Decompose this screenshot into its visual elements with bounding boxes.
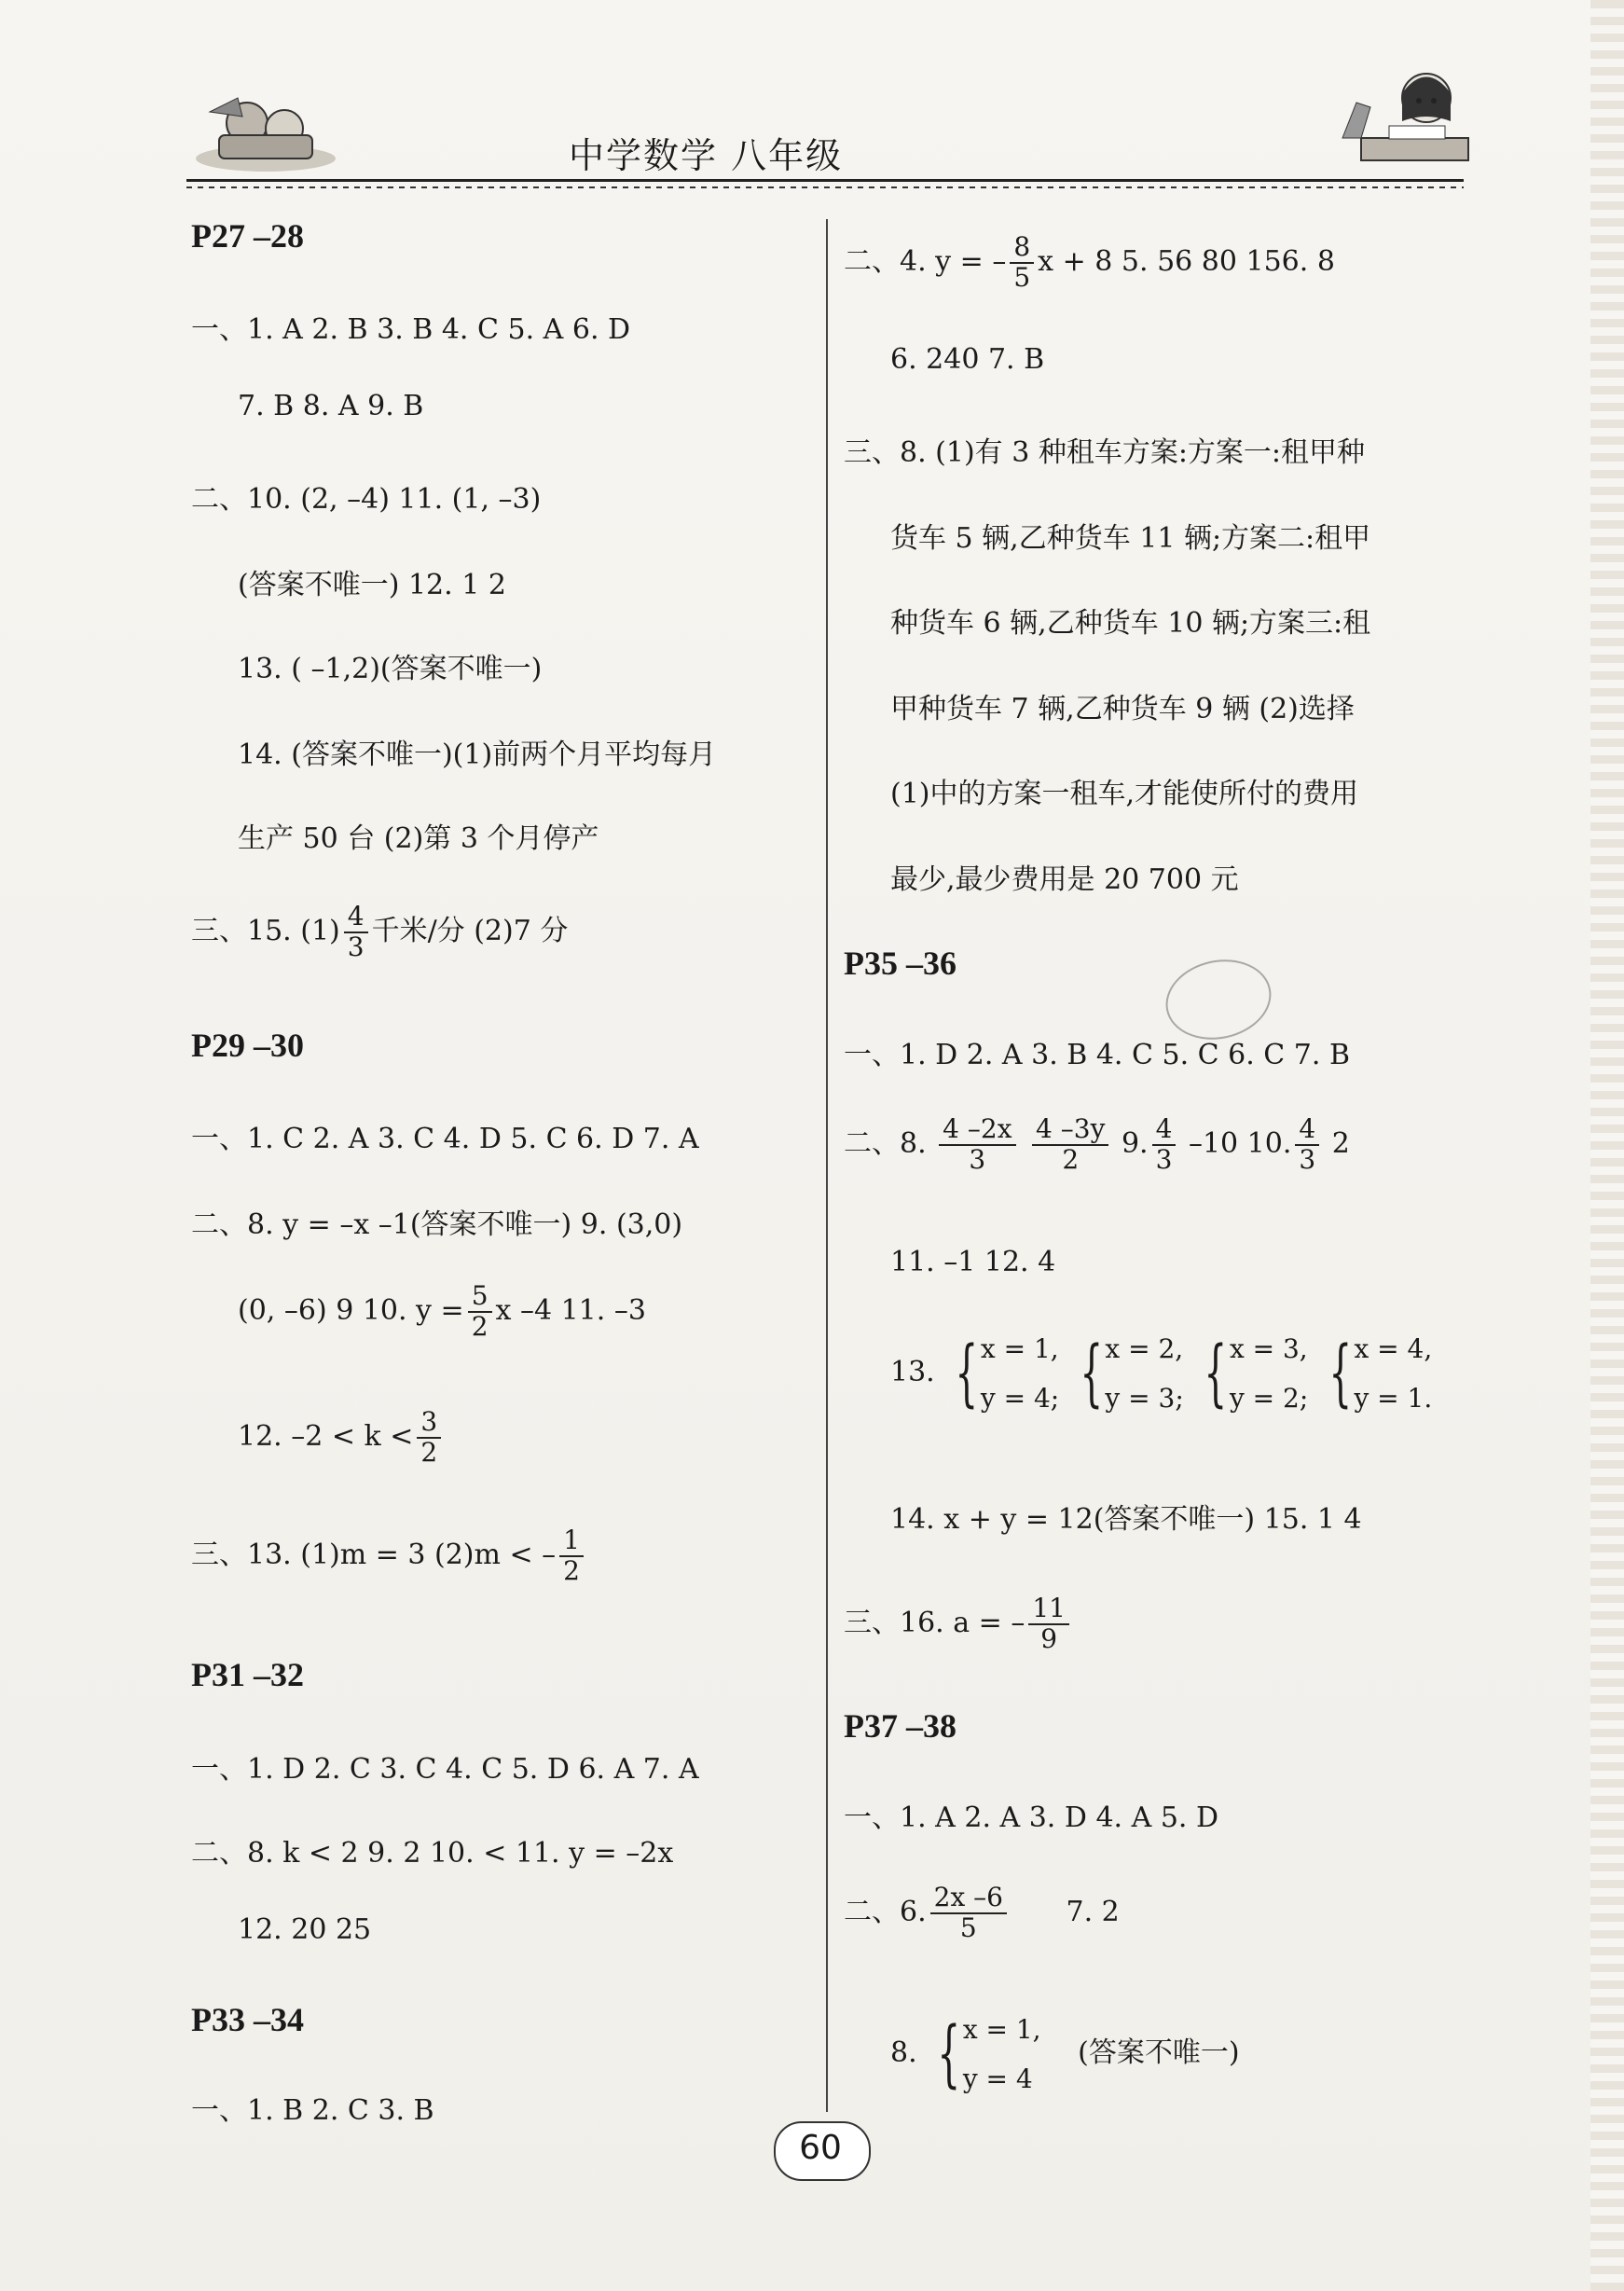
answer-line: 一、1. A 2. A 3. D 4. A 5. D [844, 1801, 1219, 1834]
answer-text: x + 8 5. 56 80 156. 8 [1038, 244, 1335, 278]
answer-text: (答案不唯一) [1078, 2036, 1240, 2070]
answer-line: 一、1. A 2. B 3. B 4. C 5. A 6. D [191, 313, 631, 346]
fraction [930, 1884, 1007, 1943]
fraction [939, 1115, 1015, 1175]
answer-text: x –4 11. –3 [495, 1293, 646, 1327]
equation-system [963, 2005, 1041, 2104]
answer-line: 11. –1 12. 4 [890, 1246, 1056, 1278]
equation-system [981, 1324, 1059, 1423]
fraction-numerator: 4 [1152, 1115, 1177, 1146]
fraction [417, 1408, 441, 1468]
fraction [1028, 1594, 1069, 1654]
torn-page-edge [1590, 0, 1624, 2291]
fraction-numerator: 1 [559, 1526, 584, 1557]
fraction-numerator: 4 [344, 903, 368, 933]
answer-line: 14. (答案不唯一)(1)前两个月平均每月 [238, 738, 717, 771]
fraction-numerator: 3 [417, 1408, 441, 1439]
answer-line: (1)中的方案一租车,才能使所付的费用 [890, 778, 1359, 810]
brace: { [955, 1332, 979, 1416]
fraction [468, 1282, 492, 1342]
page-number-badge [774, 2121, 867, 2177]
answer-text: 二、6. [844, 1895, 927, 1928]
answer-text: 二、8. [844, 1126, 927, 1160]
answer-line-with-fraction [844, 233, 1335, 293]
equation: y = 4; [980, 1383, 1060, 1415]
answer-text: 二、4. y = – [844, 244, 1007, 278]
equation: x = 1, [962, 2014, 1041, 2045]
answer-line: 最少,最少费用是 20 700 元 [890, 863, 1239, 896]
brace: { [1080, 1332, 1104, 1416]
fraction-denominator: 2 [563, 1554, 580, 1586]
answer-line: (答案不唯一) 12. 1 2 [238, 569, 506, 601]
answer-line: 甲种货车 7 辆,乙种货车 9 辆 (2)选择 [890, 693, 1355, 725]
answer-line: 一、1. D 2. C 3. C 4. C 5. D 6. A 7. A [191, 1753, 699, 1786]
fraction [1010, 233, 1034, 293]
fraction-denominator: 2 [420, 1436, 438, 1468]
equation-system [1354, 1324, 1432, 1423]
fraction-numerator: 8 [1010, 233, 1034, 264]
answer-line-with-fractions [844, 1115, 1350, 1175]
answer-text: 三、15. (1) [191, 914, 340, 947]
section-heading-p35-36: P35 –36 [844, 945, 957, 982]
answer-text: 千米/分 (2)7 分 [371, 914, 569, 947]
fraction-numerator: 4 –2x [939, 1115, 1015, 1146]
fraction-denominator: 2 [471, 1310, 489, 1342]
answer-line: 一、1. D 2. A 3. B 4. C 5. C 6. C 7. B [844, 1039, 1351, 1071]
answer-line: 14. x + y = 12(答案不唯一) 15. 1 4 [890, 1503, 1362, 1536]
equation: x = 3, [1229, 1333, 1308, 1364]
fraction-numerator: 5 [468, 1282, 492, 1313]
answer-line: 三、8. (1)有 3 种租车方案:方案一:租甲种 [844, 436, 1366, 469]
page-header [186, 112, 1464, 186]
brace: { [1328, 1332, 1353, 1416]
equation: y = 3; [1105, 1383, 1184, 1415]
fraction-denominator: 5 [1013, 261, 1031, 293]
fraction-denominator: 3 [1299, 1143, 1316, 1175]
fraction-denominator: 2 [1062, 1143, 1080, 1175]
equation: x = 2, [1105, 1333, 1184, 1364]
answer-line: 生产 50 台 (2)第 3 个月停产 [238, 822, 599, 855]
equation-system [1230, 1324, 1308, 1423]
fraction-denominator: 3 [347, 931, 365, 962]
answer-line-with-fraction [844, 1594, 1073, 1654]
header-dashed-rule [186, 186, 1464, 188]
equation: x = 1, [980, 1333, 1059, 1364]
fraction [559, 1526, 584, 1586]
fraction-numerator: 2x –6 [930, 1884, 1007, 1914]
answer-line: 二、10. (2, –4) 11. (1, –3) [191, 483, 542, 516]
answer-line-with-systems [890, 1324, 1432, 1423]
brace: { [1204, 1332, 1228, 1416]
fraction-denominator: 9 [1040, 1622, 1058, 1654]
answer-text: 12. –2 < k < [238, 1419, 414, 1453]
fraction-denominator: 5 [959, 1911, 977, 1943]
equation-system [1105, 1324, 1183, 1423]
answer-text: 13. [890, 1356, 935, 1389]
fraction-numerator: 11 [1028, 1594, 1069, 1625]
fraction-denominator: 3 [1155, 1143, 1173, 1175]
fraction [1295, 1115, 1319, 1175]
fraction-denominator: 3 [969, 1143, 986, 1175]
equation: y = 1. [1354, 1383, 1433, 1415]
answer-text: 8. [890, 2036, 917, 2070]
answer-line: 二、8. k < 2 9. 2 10. < 11. y = –2x [191, 1837, 674, 1870]
answer-line: 6. 240 7. B [890, 343, 1045, 376]
answer-text: 三、13. (1)m = 3 (2)m < – [191, 1538, 557, 1571]
answer-line-with-fraction [191, 1526, 587, 1586]
kids-reading-icon [191, 84, 340, 177]
answer-text: 7. 2 [1066, 1895, 1120, 1928]
answer-line: 种货车 6 辆,乙种货车 10 辆;方案三:租 [890, 607, 1371, 640]
answer-text: 2 [1331, 1126, 1350, 1160]
fraction [1152, 1115, 1177, 1175]
section-heading-p37-38: P37 –38 [844, 1707, 957, 1745]
answer-line: 13. ( –1,2)(答案不唯一) [238, 653, 543, 685]
answer-line: 一、1. B 2. C 3. B [191, 2094, 434, 2127]
answer-line-with-fraction [844, 1884, 1120, 1943]
section-heading-p27-28: P27 –28 [191, 217, 304, 255]
answer-line: 7. B 8. A 9. B [238, 390, 424, 422]
answer-text: 9. [1121, 1126, 1149, 1160]
equation: x = 4, [1354, 1333, 1433, 1364]
section-heading-p33-34: P33 –34 [191, 2001, 304, 2038]
answer-line: 12. 20 25 [238, 1913, 372, 1946]
page-number: 60 [799, 2129, 842, 2167]
answer-line-with-fraction [238, 1408, 445, 1468]
answer-line: 二、8. y = –x –1(答案不唯一) 9. (3,0) [191, 1208, 683, 1241]
equation: y = 4 [962, 2063, 1033, 2095]
fraction-numerator: 4 [1295, 1115, 1319, 1146]
brace: { [937, 2012, 961, 2097]
answer-text: 三、16. a = – [844, 1606, 1025, 1639]
fraction-numerator: 4 –3y [1032, 1115, 1108, 1146]
section-heading-p29-30: P29 –30 [191, 1027, 304, 1064]
header-rule [186, 179, 1464, 182]
page-title: 中学数学 八年级 [569, 135, 844, 176]
fraction [344, 903, 368, 962]
equation: y = 2; [1229, 1383, 1309, 1415]
answer-line-with-system [890, 2005, 1240, 2104]
answer-line: 一、1. C 2. A 3. C 4. D 5. C 6. D 7. A [191, 1123, 699, 1155]
answer-line-with-fraction [238, 1282, 646, 1342]
answer-text: (0, –6) 9 10. y = [238, 1293, 464, 1327]
column-divider [826, 219, 828, 2112]
girl-studying-icon [1324, 56, 1473, 177]
section-heading-p31-32: P31 –32 [191, 1656, 304, 1693]
answer-line-with-fraction [191, 903, 568, 962]
fraction [1032, 1115, 1108, 1175]
answer-text: –10 10. [1188, 1126, 1292, 1160]
answer-line: 货车 5 辆,乙种货车 11 辆;方案二:租甲 [890, 522, 1371, 555]
